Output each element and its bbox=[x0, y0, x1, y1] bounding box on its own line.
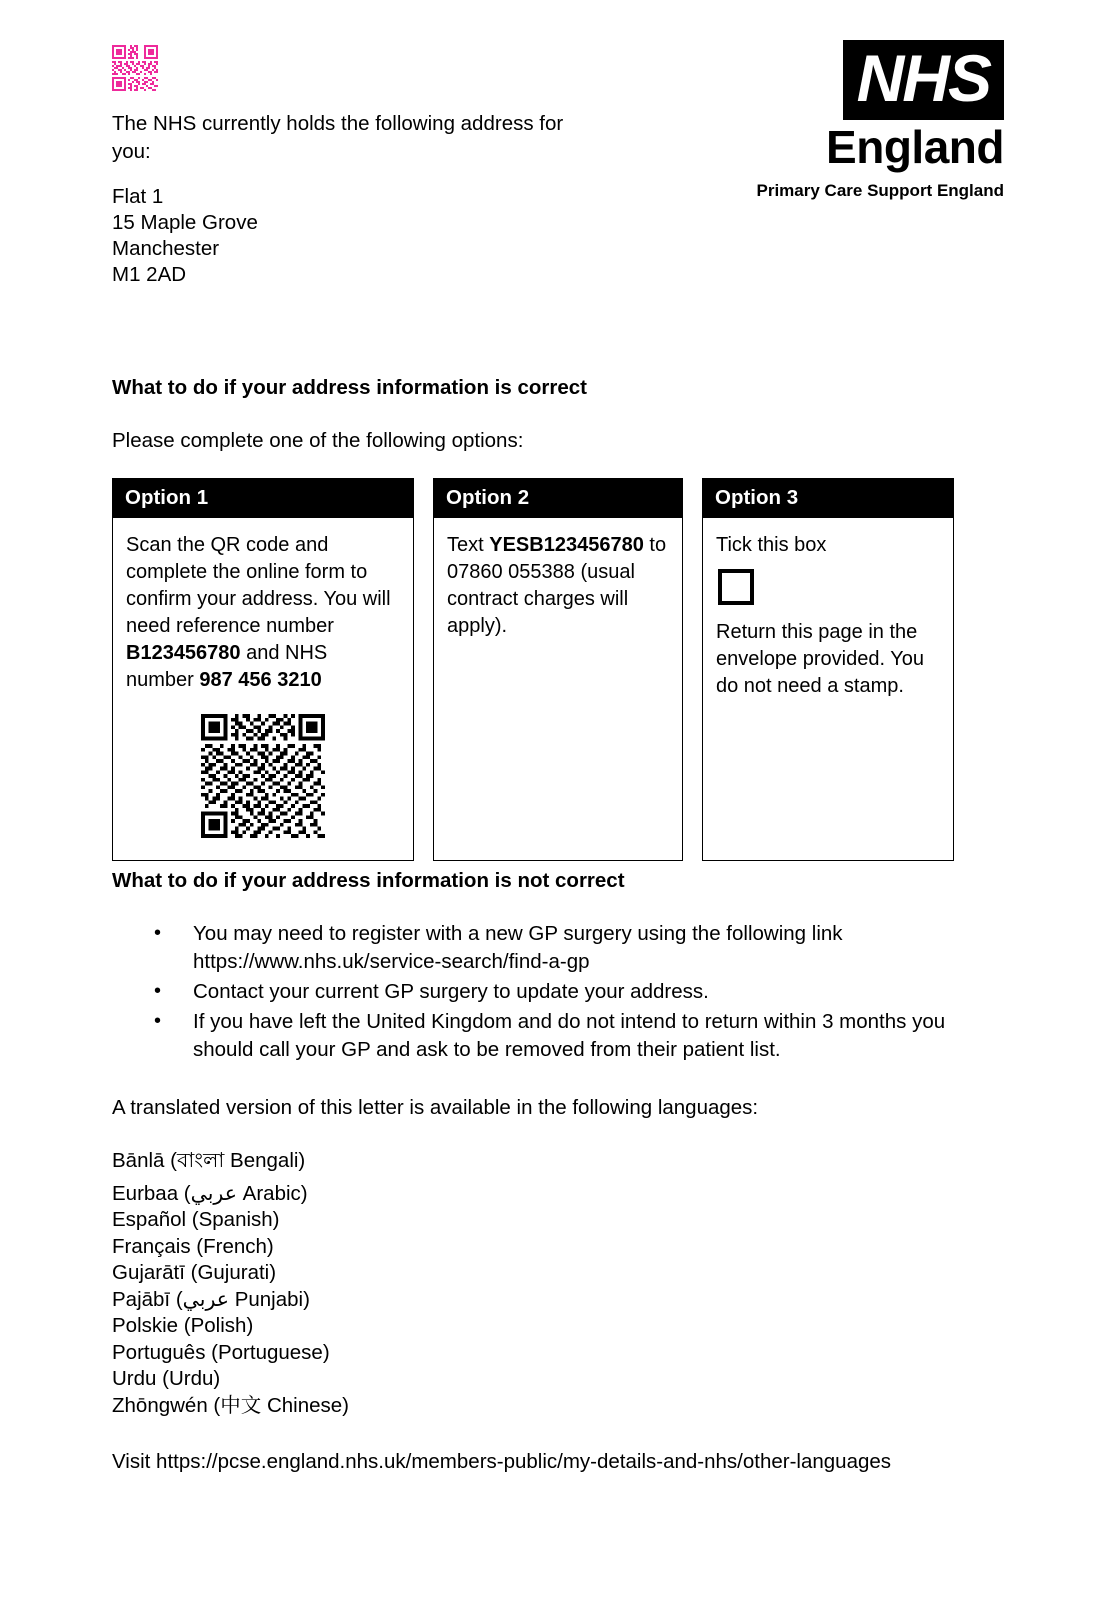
list-item: Gujarātī (Gujurati) bbox=[112, 1261, 277, 1284]
list-item: Français (French) bbox=[112, 1234, 274, 1258]
address-block bbox=[112, 184, 582, 288]
translations-visit-link[interactable]: Visit https://pcse.england.nhs.uk/members-public/my-details-and-nhs/other-languages bbox=[112, 1450, 892, 1473]
option-3-title: Option 3 bbox=[703, 479, 953, 518]
nhs-england-text: England bbox=[826, 121, 1004, 173]
option-1-text-a: Scan the QR code and complete the online form to confirm your address. You will need reference number bbox=[126, 534, 391, 637]
heading-address-not-correct: What to do if your address information is not correct bbox=[112, 869, 625, 892]
list-item: Bānlā (বাংলা Bengali) bbox=[112, 1149, 306, 1172]
list-item: Português (Portuguese) bbox=[112, 1340, 330, 1364]
option-1-body bbox=[113, 518, 413, 860]
list-item: Zhōngwén (中文 Chinese) bbox=[112, 1393, 349, 1417]
list-item: • Contact your current GP surgery to update your address. bbox=[148, 978, 968, 1006]
option-1-text-b: and NHS number bbox=[126, 642, 328, 691]
address-line-3: Manchester bbox=[112, 237, 220, 260]
option-1-qr-wrap bbox=[126, 714, 400, 846]
option-3-body bbox=[703, 518, 953, 856]
address-intro-text: The NHS currently holds the following address for you: bbox=[112, 112, 564, 163]
heading-address-correct: What to do if your address information is correct bbox=[112, 376, 587, 399]
option-2-sms-code: YESB123456780 bbox=[489, 534, 644, 556]
nhs-wordmark: NHS bbox=[843, 40, 1004, 120]
list-item: Español (Spanish) bbox=[112, 1208, 280, 1231]
option-1-nhs-number: 987 456 3210 bbox=[199, 669, 322, 691]
option-2-box bbox=[433, 478, 683, 861]
option-3-return-text: Return this page in the envelope provided. You do not need a stamp. bbox=[716, 621, 924, 697]
options-container bbox=[112, 478, 954, 861]
nhs-england-logo bbox=[714, 40, 1004, 202]
option-2-text-b: to 07860 055388 (usual contract charges will apply). bbox=[447, 534, 667, 637]
qr-code-icon-small bbox=[112, 45, 174, 107]
list-item: • If you have left the United Kingdom and do not intend to return within 3 months you should call your GP and ask to be removed from their patient list. bbox=[148, 1008, 968, 1064]
complete-one-option-text: Please complete one of the following options: bbox=[112, 429, 524, 452]
list-item: Eurbaa (عربي Arabic) bbox=[112, 1181, 308, 1205]
option-2-text-a: Text bbox=[447, 534, 490, 556]
option-2-body bbox=[434, 518, 682, 856]
translations-intro: A translated version of this letter is available in the following languages: bbox=[112, 1096, 759, 1119]
option-1-title: Option 1 bbox=[113, 479, 413, 518]
option-1-reference-number: B123456780 bbox=[126, 642, 241, 664]
list-item: • You may need to register with a new GP surgery using the following link https://www.nhs.uk/service-search/find-a-gp bbox=[148, 920, 968, 976]
list-item: Pajābī (عربي Punjabi) bbox=[112, 1287, 310, 1311]
option-2-title: Option 2 bbox=[434, 479, 682, 518]
address-line-1: Flat 1 bbox=[112, 185, 164, 208]
nhs-strapline: Primary Care Support England bbox=[756, 181, 1004, 200]
list-item: Urdu (Urdu) bbox=[112, 1367, 221, 1390]
qr-code-icon-large[interactable] bbox=[201, 714, 325, 838]
option-3-tick-label: Tick this box bbox=[716, 534, 827, 556]
list-item: Polskie (Polish) bbox=[112, 1314, 254, 1337]
option-1-box bbox=[112, 478, 414, 861]
address-postcode: M1 2AD bbox=[112, 263, 187, 286]
confirm-address-checkbox[interactable] bbox=[718, 569, 754, 605]
not-correct-bullet-list bbox=[148, 920, 968, 1066]
language-list bbox=[112, 1148, 712, 1419]
address-line-2: 15 Maple Grove bbox=[112, 211, 258, 234]
option-3-box bbox=[702, 478, 954, 861]
